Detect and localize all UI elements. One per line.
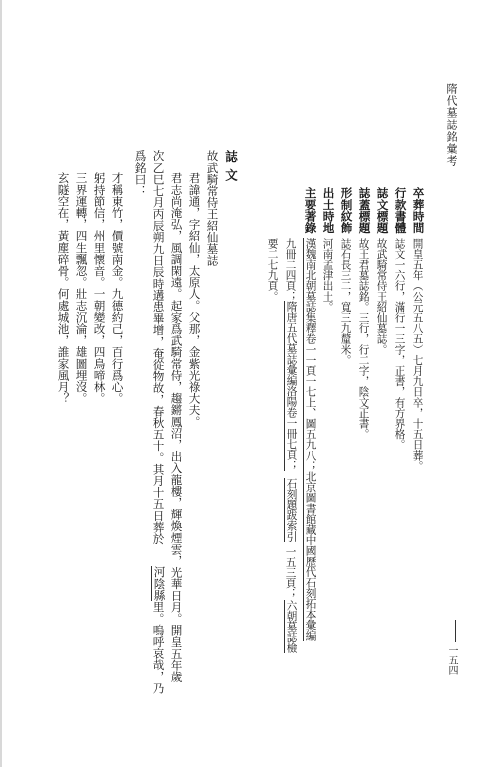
inscription-col4c: 里。嗚呼哀哉，乃 <box>151 601 166 694</box>
inscription-col2: 君諱通，字紹仙，太原人。父那，金紫光祿大夫。 <box>187 172 202 428</box>
page-number: 一五四 <box>446 645 457 675</box>
value-references-line2b: 隋唐五代墓誌彙編洛陽卷一冊七頁； <box>285 301 298 471</box>
label-burial-time: 卒葬時間 <box>411 187 426 234</box>
value-references-line1: 漢魏南北朝墓誌集釋卷一一頁一七上、圖五九八；北京圖書館藏中國歷代石刻拓本彙編 <box>304 238 317 641</box>
inscription-col4a: 次乙巳七月丙辰朔九日辰時遘患畢增，奄從物故，春秋五十。其月十五日葬於 <box>151 150 166 545</box>
value-burial-time: 開皇五年（公元五八五）七月九日卒，十五日葬。 <box>411 238 424 472</box>
value-layout: 誌文一六行，滿行一三字，正書，有方界格。 <box>393 238 406 450</box>
value-references-line2d: 一五三頁； <box>284 546 297 599</box>
page-edge <box>0 0 2 767</box>
value-excavation: 河南孟津出土。 <box>321 238 334 313</box>
value-form: 誌石長三二，寬三九釐米。 <box>339 238 352 366</box>
value-title: 故武騎常侍王紹仙墓誌。 <box>375 238 388 355</box>
value-references-line2a: 九冊二四頁； <box>284 238 297 302</box>
inscription-col4b: 河陰縣 <box>152 566 167 601</box>
label-form: 形制紋飾 <box>339 187 354 234</box>
value-references-line2e: 六朝墓誌檢 <box>285 600 298 653</box>
inscription-heading: 誌文 <box>223 150 239 187</box>
verse-line: 玄隧空在，黃塵碎骨。何處城池，誰家風月？ <box>56 172 71 404</box>
inscription-col3: 君志尚淹弘，風調閑遠。起家爲武騎常侍，趨鏘鳳沼，出入龍樓，輝煥煙雲，光華日月。開皇五年歲 <box>169 172 184 683</box>
value-cover-title: 故王君墓誌銘。三行，行二字，陰文正書。 <box>357 238 370 440</box>
verse-line: 三界運轉，四生飄忽。壯志沉淪，雄圖埋沒。 <box>74 172 89 404</box>
label-layout: 行款書體 <box>393 187 408 234</box>
label-excavation: 出土時地 <box>321 187 336 234</box>
page-number-rule <box>455 620 456 642</box>
value-references-line3: 要二七九頁。 <box>266 238 279 302</box>
verse-line: 躬持節信，州里懷音。一朝變改，四鳥啼林。 <box>92 172 107 404</box>
inscription-col5: 爲銘曰： <box>133 150 148 197</box>
label-title: 誌文標題 <box>375 187 390 234</box>
verse-line: 才稱東竹，價號南金。九德約己，百行爲心。 <box>110 172 125 404</box>
inscription-col1: 故武騎常侍王紹仙墓誌 <box>205 150 220 266</box>
label-cover-title: 誌蓋標題 <box>357 187 372 234</box>
label-references: 主要著錄 <box>303 187 318 234</box>
running-head: 隋代墓誌銘彙考 <box>445 83 458 167</box>
value-references-line2c: 石刻題跋索引 <box>285 478 298 542</box>
